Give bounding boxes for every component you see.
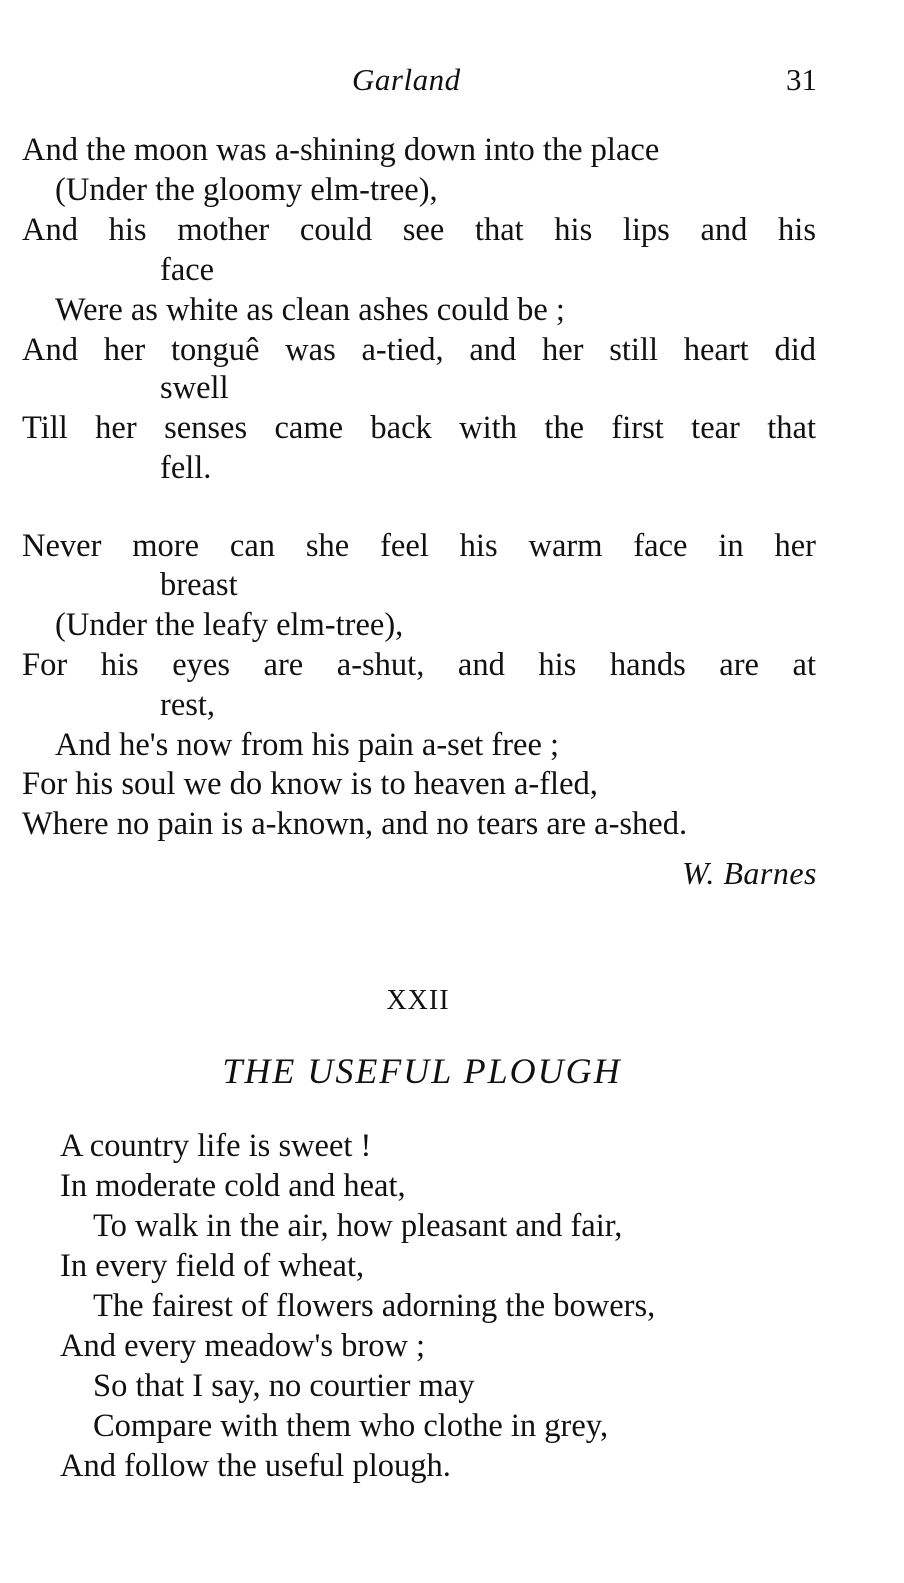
- poem-line: For his soul we do know is to heaven a-fled,: [22, 766, 598, 802]
- poem-line: (Under the leafy elm-tree),: [55, 607, 404, 643]
- poem-line: (Under the gloomy elm-tree),: [55, 172, 438, 208]
- poem-line: face: [160, 252, 215, 288]
- poem-line: And the moon was a-shining down into the place: [22, 132, 660, 168]
- poem-line: And he's now from his pain a-set free ;: [55, 727, 560, 763]
- poem-line: A country life is sweet !: [60, 1128, 372, 1164]
- poem-line: Were as white as clean ashes could be ;: [55, 292, 565, 328]
- poem-line: In moderate cold and heat,: [60, 1168, 406, 1204]
- running-head: [0, 62, 904, 102]
- poem-line: breast: [160, 567, 238, 603]
- poem-line: rest,: [160, 687, 216, 723]
- poem-author: W. Barnes: [682, 855, 817, 891]
- poem-line: Never more can she feel his warm face in her: [22, 528, 816, 564]
- poem-line: Till her senses came back with the first tear that: [22, 410, 816, 446]
- poem-line: fell.: [160, 450, 212, 486]
- poem-line: In every field of wheat,: [60, 1248, 365, 1284]
- poem-line: To walk in the air, how pleasant and fair,: [93, 1208, 623, 1244]
- poem-line: And every meadow's brow ;: [60, 1328, 426, 1364]
- poem-line: And follow the useful plough.: [60, 1448, 451, 1484]
- poem-line: Where no pain is a-known, and no tears are a-shed.: [22, 806, 688, 842]
- poem-line: Compare with them who clothe in grey,: [93, 1408, 609, 1444]
- poem-number: XXII: [386, 985, 450, 1016]
- running-title: Garland: [352, 62, 461, 97]
- poem-line: For his eyes are a-shut, and his hands are at: [22, 647, 816, 683]
- page-number: 31: [786, 62, 817, 97]
- poem-line: swell: [160, 370, 229, 406]
- poem-line: The fairest of flowers adorning the bowers,: [93, 1288, 656, 1324]
- poem-line: And his mother could see that his lips and his: [22, 212, 816, 248]
- poem-line: So that I say, no courtier may: [93, 1368, 475, 1404]
- poem-line: And her tonguê was a-tied, and her still heart did: [22, 332, 816, 368]
- poem-title: THE USEFUL PLOUGH: [222, 1051, 622, 1091]
